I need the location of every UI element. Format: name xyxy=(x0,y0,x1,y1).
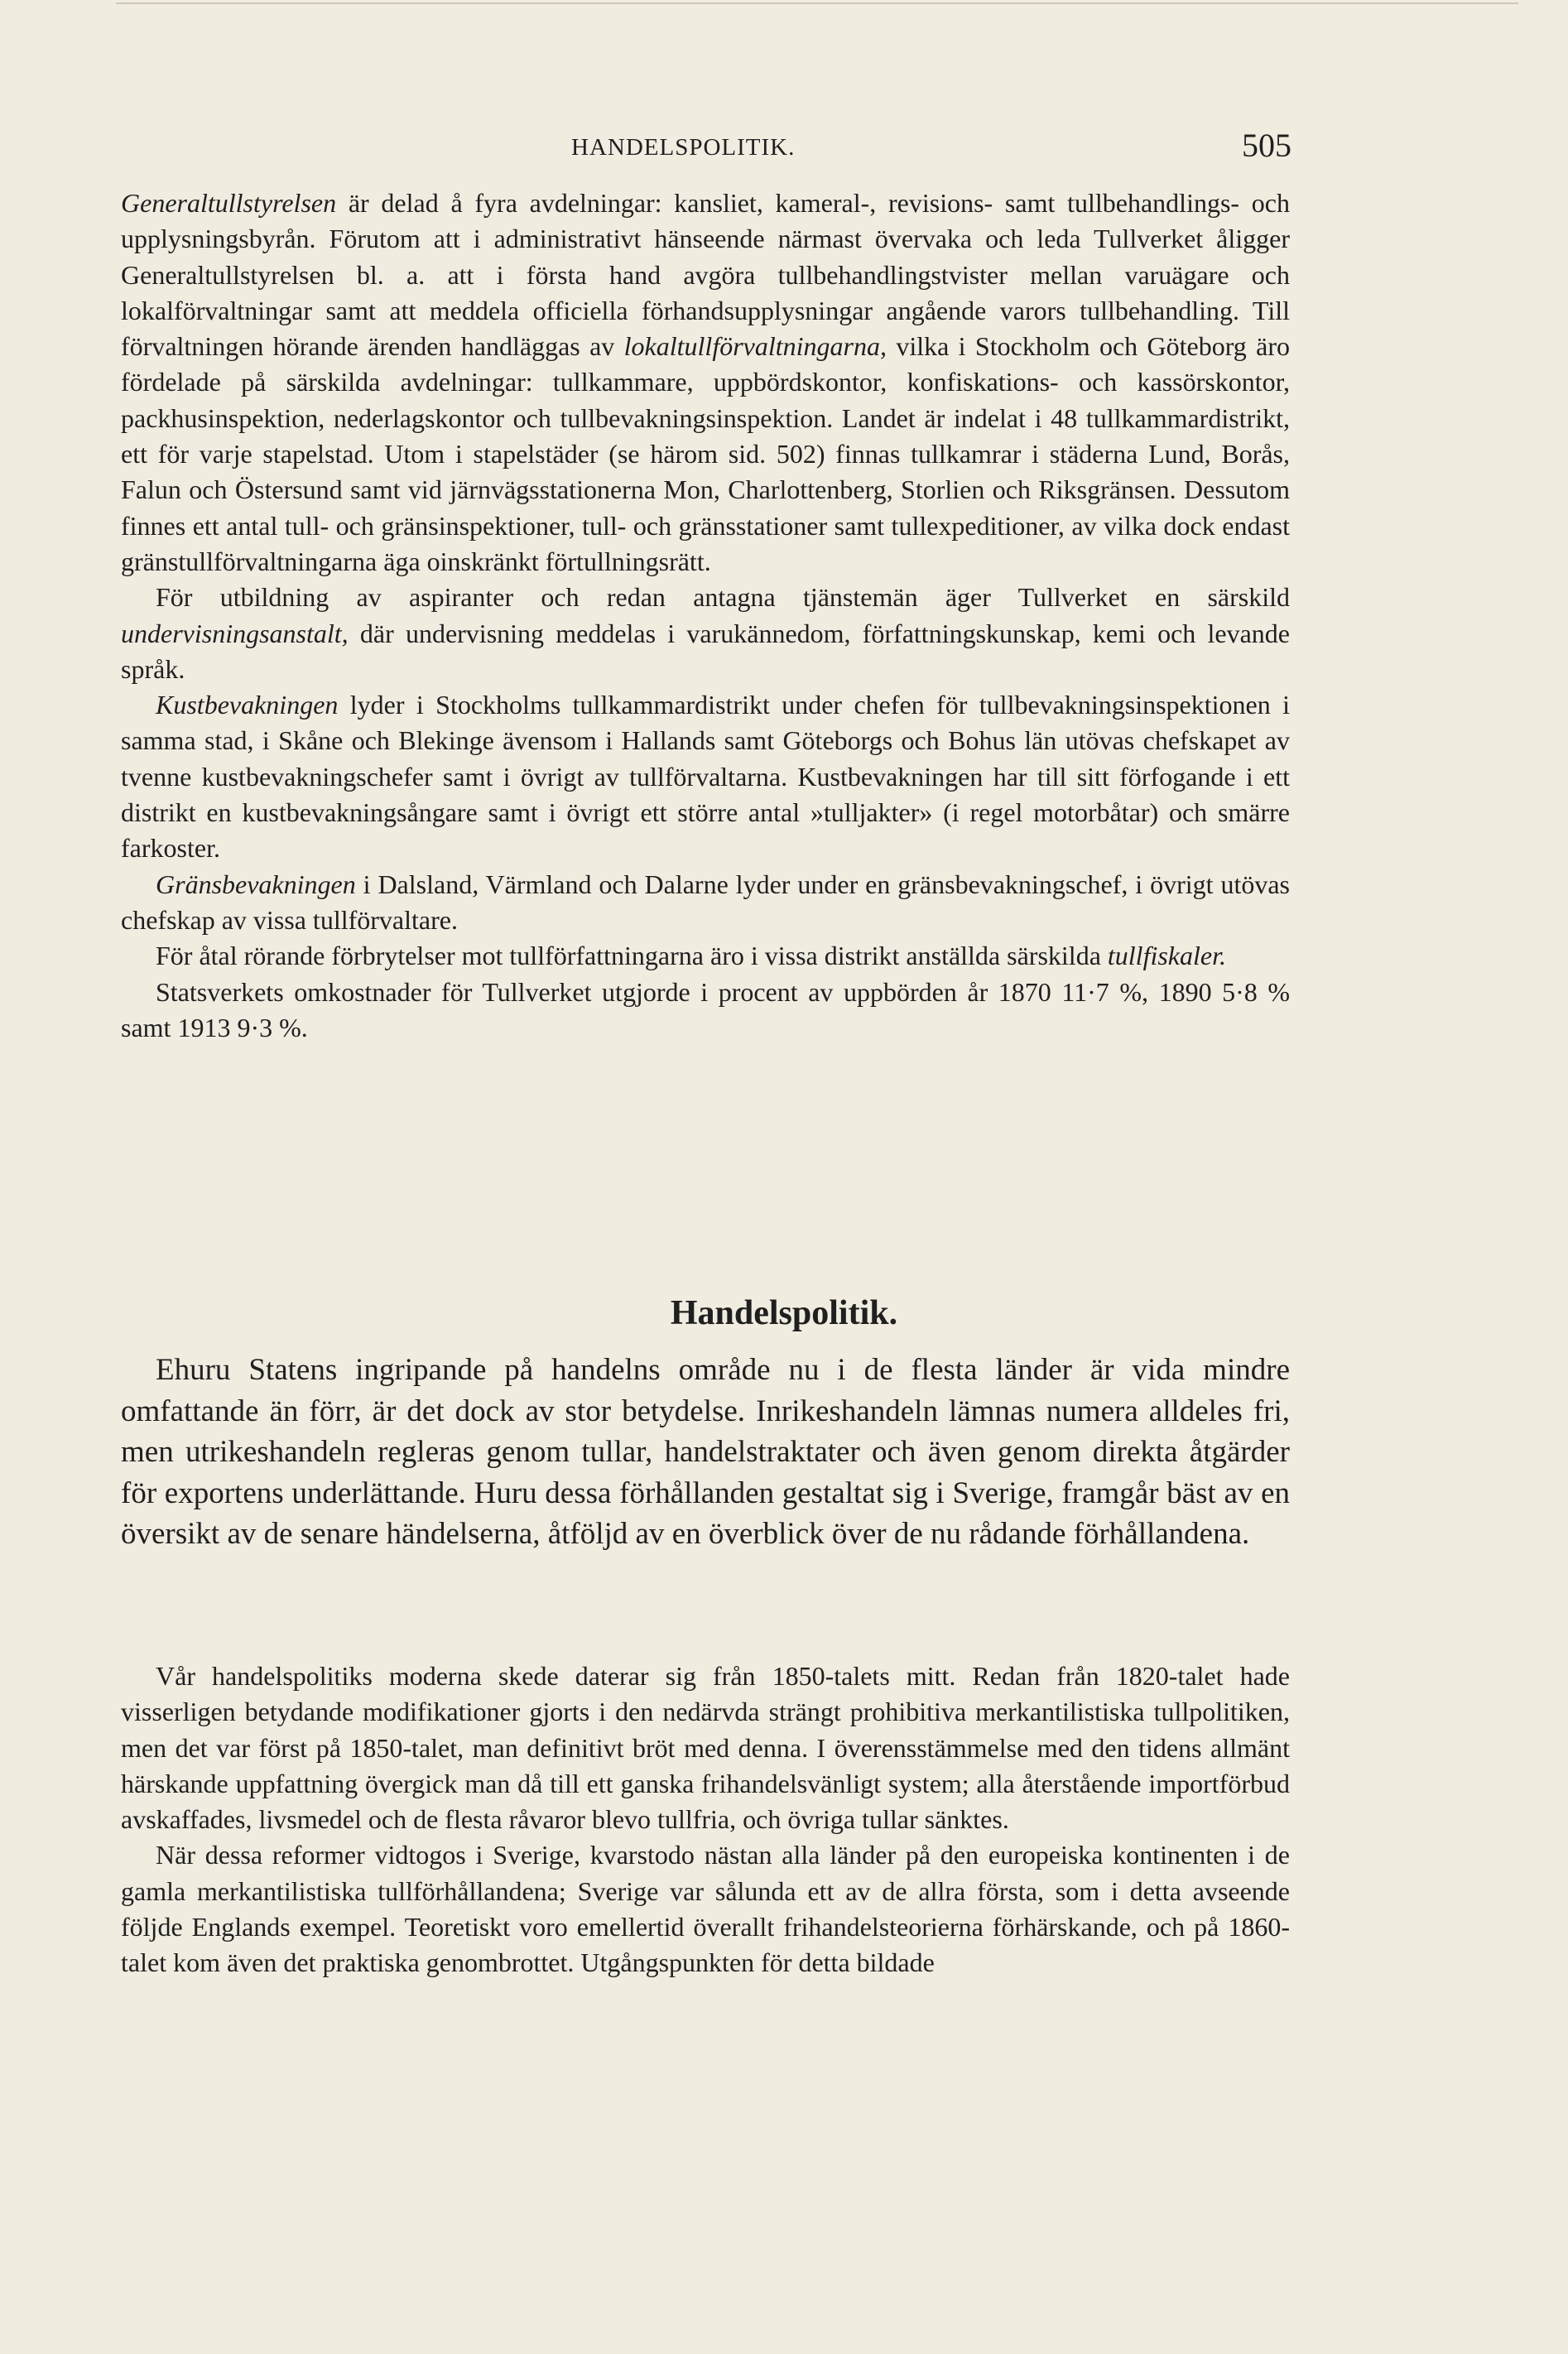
page-number: 505 xyxy=(1242,127,1291,164)
italic-term: Gränsbevakningen xyxy=(156,869,356,899)
paragraph-gransbevakningen xyxy=(121,867,1290,939)
paragraph-kustbevakningen xyxy=(121,687,1290,866)
paragraph-text: vilka i Stockholm och Göteborg äro fördelade på särskilda avdelningar: tullkammare, uppbördskontor, konfiskations- och kassörskontor, packhusinspektion, nederlagskontor och tullbevakningsinspektion. Landet är indelat i 48 tullkammardistrikt, ett för varje stapelstad. Utom i stapelstäder (se härom sid. 502) finnas tullkamrar i städerna Lund, Borås, Falun och Östersund samt vid järnvägsstationerna Mon, Charlottenberg, Storlien och Riksgränsen. Dessutom finnes ett antal tull- och gränsinspektioner, tull- och gränsstationer samt tullexpeditioner, av vilka dock endast gränstullförvaltningarna äga oinskränkt förtullningsrätt. xyxy=(121,331,1291,576)
paragraph-text: i Dalsland, Värmland och Dalarne lyder under en gränsbevakningschef, i övrigt utövas chefskap av vissa tullförvaltare. xyxy=(121,869,1290,935)
top-edge-rule xyxy=(116,2,1518,4)
paragraph-text: För åtal rörande förbrytelser mot tullförfattningarna äro i vissa distrikt anställda särskilda xyxy=(156,941,1108,971)
italic-term: lokaltullförvaltningarna, xyxy=(623,331,887,362)
italic-term: tullfiskaler. xyxy=(1107,941,1226,971)
italic-term: Kustbevakningen xyxy=(156,690,339,720)
paragraph-reforms: När dessa reformer vidtogos i Sverige, kvarstodo nästan alla länder på den europeiska kontinenten i de gamla merkantilistiska tullförhållandena; Sverige var sålunda ett av de allra första, som i detta avseende följde Englands exempel. Teoretiskt voro emellertid överallt frihandelsteorierna förhärskande, och på 1860-talet kom även det praktiska genombrottet. Utgångspunkten för detta bildade xyxy=(121,1840,1290,1978)
lead-paragraph: Ehuru Statens ingripande på handelns område nu i de flesta länder är vida mindre omfattande än förr, är det dock av stor betydelse. Inrikeshandeln lämnas numera alldeles fri, men utrikeshandeln regleras genom tullar, handelstraktater och även genom direkta åtgärder för exportens underlättande. Huru dessa förhållanden gestaltat sig i Sverige, framgår bäst av en översikt av de senare händelserna, åtföljd av en överblick över de nu rådande förhållandena. xyxy=(121,1353,1290,1551)
paragraph-text: För utbildning av aspiranter och redan antagna tjänstemän äger Tullverket en särskild xyxy=(156,582,1290,613)
italic-term: undervisningsanstalt, xyxy=(121,618,349,648)
paragraph-text: där undervisning meddelas i varukännedom, författningskunskap, kemi och levande språk. xyxy=(121,618,1290,684)
italic-term: Generaltullstyrelsen xyxy=(121,188,337,218)
paragraph-modern-period: Vår handelspolitiks moderna skede daterar sig från 1850-talets mitt. Redan från 1820-talet hade visserligen betydande modifikationer gjorts i den nedärvda strängt prohibitiva merkantilistiska tullpolitiken, men det var först på 1850-talet, man definitivt bröt med denna. I överensstämmelse med den tidens allmänt härskande uppfattning övergick man då till ett ganska frihandelsvänligt system; alla återstående importförbud avskaffades, livsmedel och de flesta råvaror blevo tullfria, och övriga tullar sänktes. xyxy=(121,1661,1290,1835)
paragraph-text: är delad å fyra avdelningar: kansliet, kameral-, revisions- samt tullbehandlings- och upplysningsbyrån. Förutom att i administrativt hänseende närmast övervaka och leda Tullverket åligger Generaltullstyrelsen bl. a. att i första hand avgöra tullbehandlingstvister mellan varuägare och lokalförvaltningar samt att meddela officiella förhandsupplysningar angående varors tullbehandling. Till förvaltningen hörande ärenden handläggas av xyxy=(121,188,1290,362)
paragraph-tullfiskaler xyxy=(121,938,1290,974)
paragraph-text: Statsverkets omkostnader för Tullverket utgjorde i procent av uppbörden år 1870 11·7 %, 1890 5·8 % samt 1913 9·3 %. xyxy=(121,976,1290,1042)
paragraph-generaltullstyrelsen xyxy=(121,185,1290,580)
paragraph-text: lyder i Stockholms tullkammardistrikt under chefen för tullbevakningsinspektionen i samma stad, i Skåne och Blekinge ävensom i Hallands samt Göteborgs och Bohus län utövas chefskapet av tvenne kustbevakningschefer samt i övrigt av tullförvaltarna. Kustbevakningen har till sitt förfogande i ett distrikt en kustbevakningsångare samt i övrigt ett större antal »tulljakter» (i regel motorbåtar) och smärre farkoster. xyxy=(121,690,1290,864)
customs-administration-section xyxy=(121,185,1290,1046)
section-heading: Handelspolitik. xyxy=(670,1294,898,1332)
paragraph-undervisningsanstalt xyxy=(121,580,1290,687)
trade-policy-section xyxy=(121,1658,1290,1981)
running-head: HANDELSPOLITIK. xyxy=(571,134,796,161)
paragraph-omkostnader xyxy=(121,975,1290,1047)
